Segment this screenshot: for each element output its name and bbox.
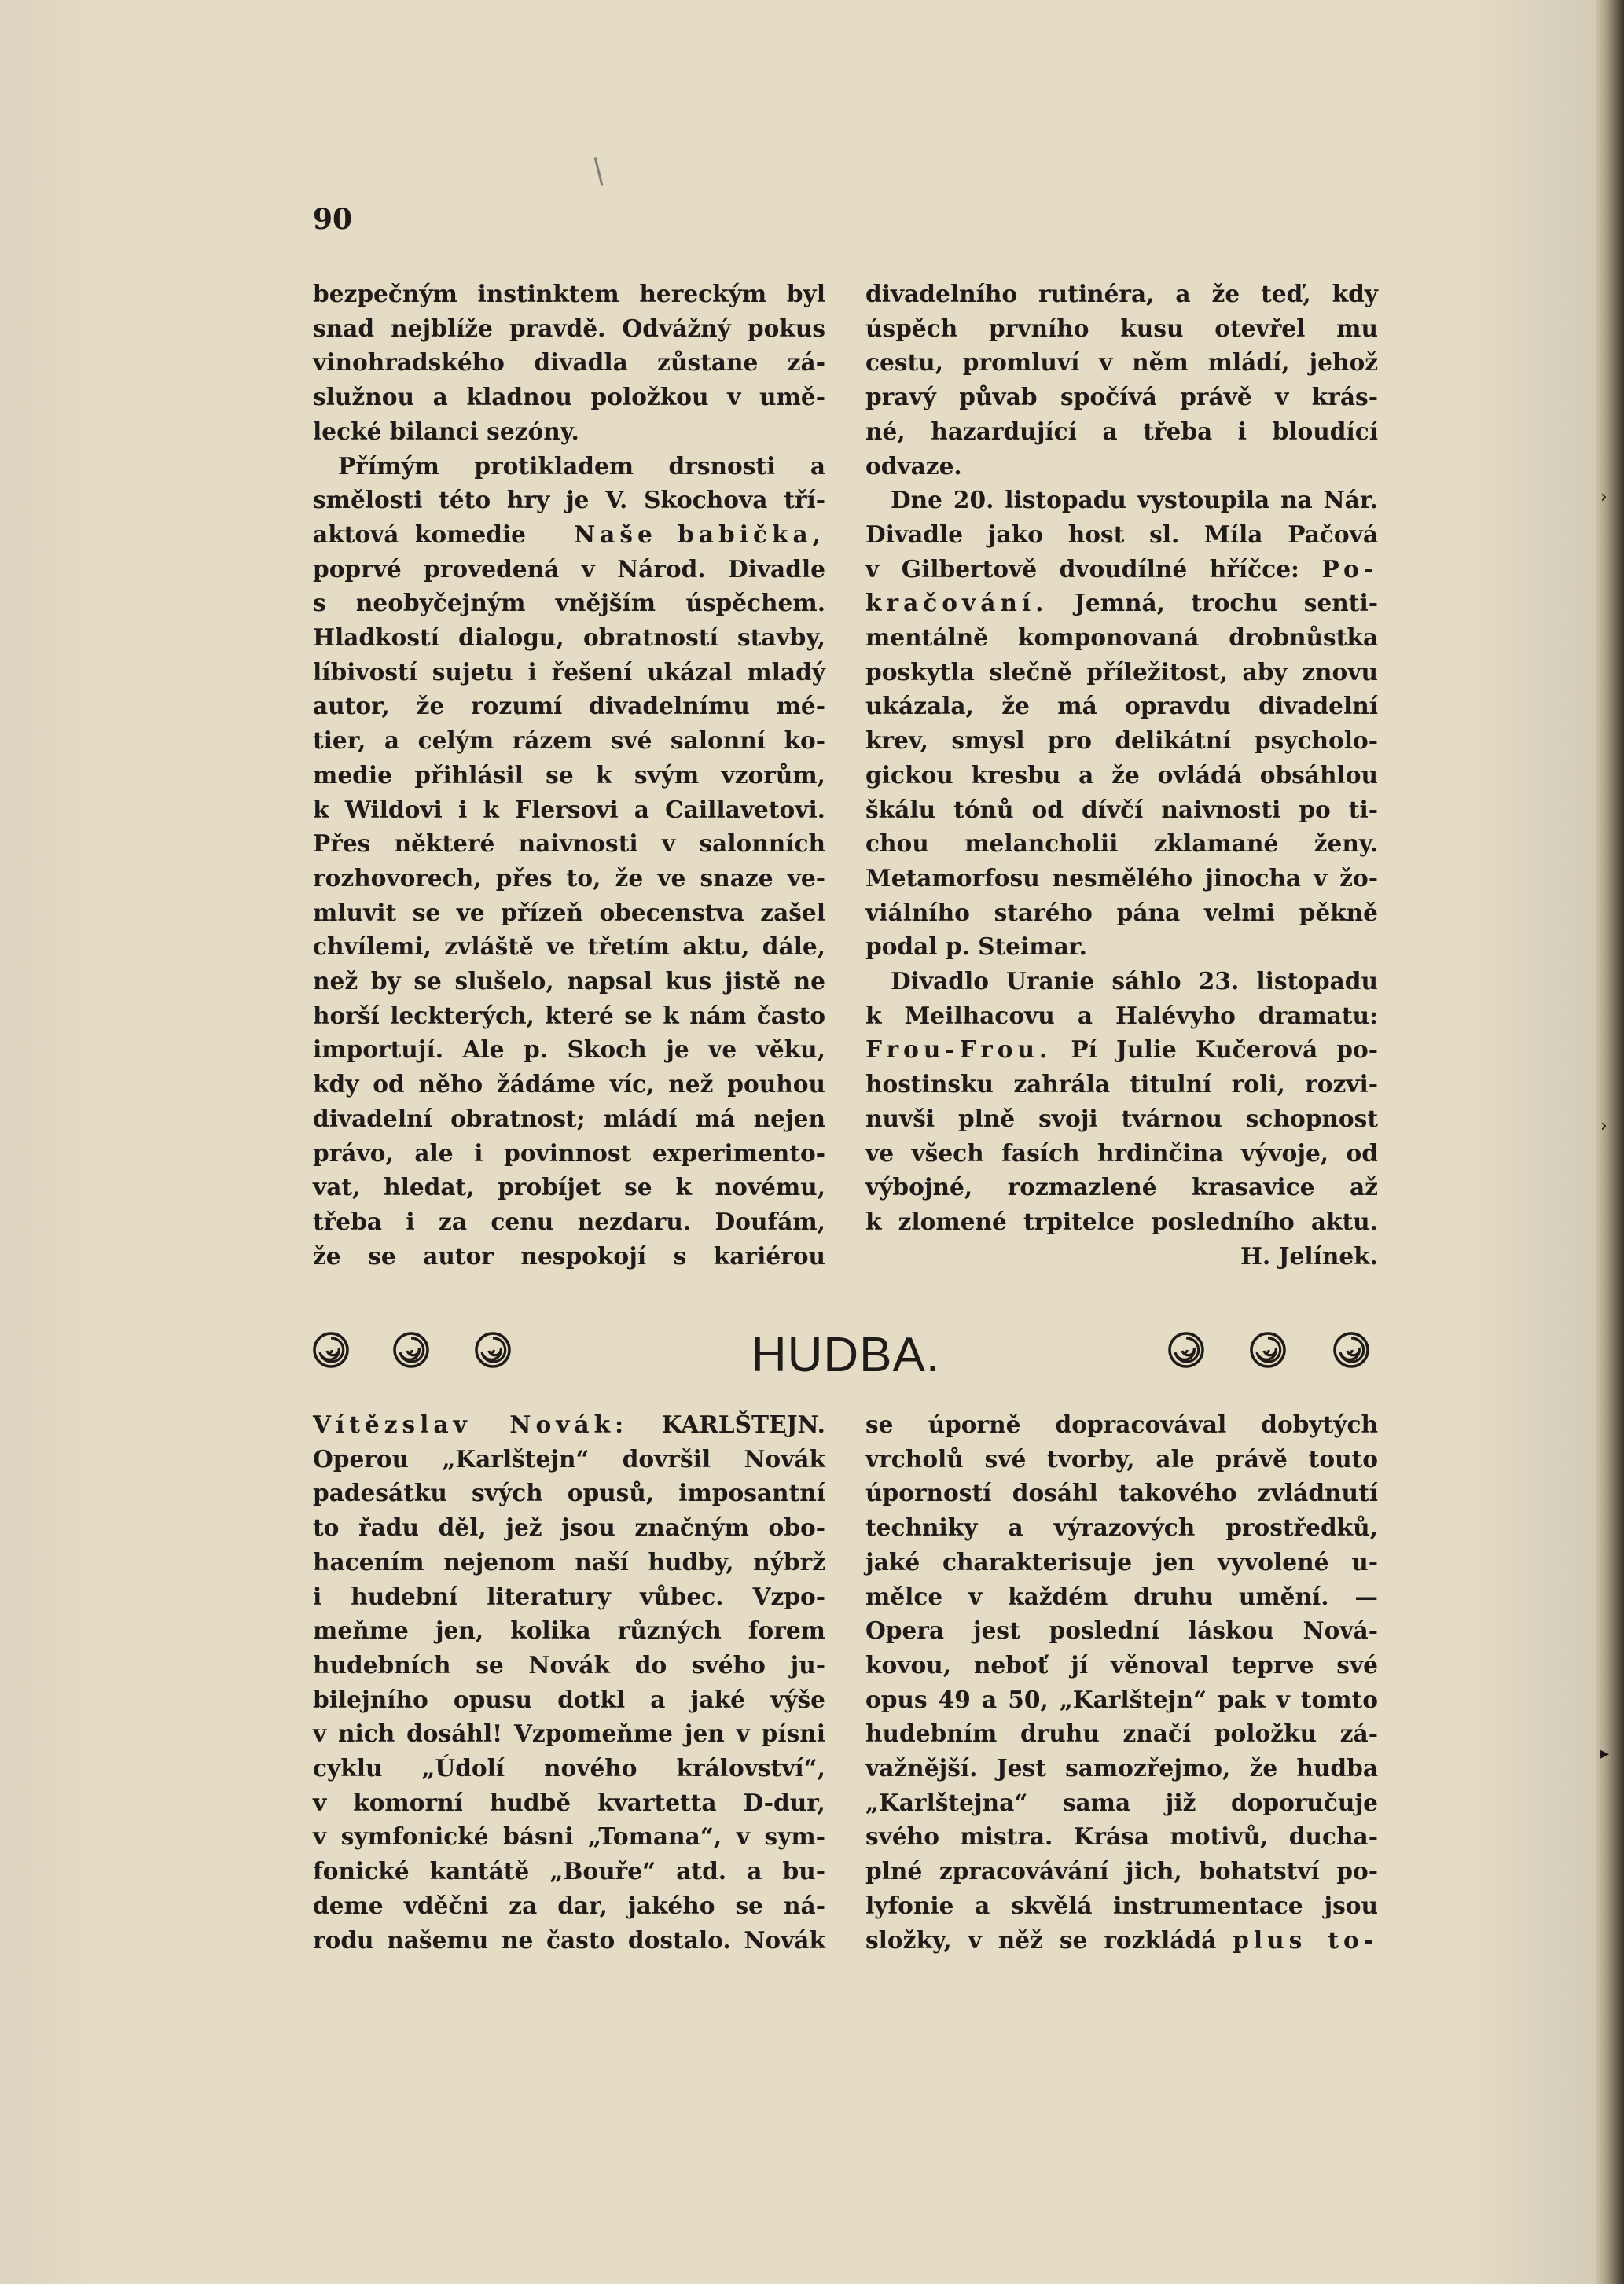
text-line: úporností dosáhl takového zvládnutí	[865, 1479, 1378, 1507]
page-number: 90	[313, 203, 353, 236]
text-line	[313, 1407, 825, 1442]
text-line: Opera jest poslední láskou Nová-	[865, 1616, 1378, 1645]
text-line: s neobyčejným vnějším úspěchem.	[313, 589, 825, 617]
text-line: tier, a celým rázem své salonní ko-	[313, 726, 825, 755]
text-line: divadelního rutinéra, a že teď, kdy	[865, 280, 1378, 307]
play-title: Frou-Frou.	[865, 1035, 1053, 1064]
text-line: hostinsku zahrála titulní roli, rozvi-	[865, 1070, 1378, 1098]
text-line: krev, smysl pro delikátní psycholo-	[865, 726, 1378, 755]
text-line: pravý půvab spočívá právě v krás-	[865, 383, 1378, 411]
text-line: než by se slušelo, napsal kus jistě ne	[313, 967, 825, 995]
text-line: rozhovorech, přes to, že ve snaze ve-	[313, 863, 825, 892]
text-line: to řadu děl, jež jsou značným obo-	[313, 1513, 825, 1542]
author-signature: H. Jelínek.	[1240, 1241, 1378, 1270]
text-line: k Wildovi i k Flersovi a Caillavetovi.	[313, 795, 825, 823]
text-line: chvílemi, zvláště ve třetím aktu, dále,	[313, 932, 825, 961]
text-line: líbivostí sujetu i řešení ukázal mladý	[313, 657, 825, 686]
text-line: ve všech fasích hrdinčina vývoje, od	[865, 1138, 1378, 1167]
text-line: cestu, promluví v něm mládí, jehož	[865, 348, 1378, 377]
text-line: nuvši plně svoji tvárnou schopnost	[865, 1104, 1378, 1132]
text-line: kovou, neboť jí věnoval teprve své	[865, 1650, 1378, 1679]
play-title: Po-	[1321, 554, 1378, 583]
text-line: važnější. Jest samozřejmo, že hudba	[865, 1754, 1378, 1782]
text-line: hudebních se Novák do svého ju-	[313, 1650, 825, 1679]
text-line: kdy od něho žádáme víc, než pouhou	[313, 1070, 825, 1098]
rose-ornament-icon	[1168, 1332, 1204, 1368]
text-line	[865, 1923, 1378, 1958]
text-line: i hudební literatury vůbec. Vzpo-	[313, 1582, 825, 1610]
text-line: mentálně komponovaná drobnůstka	[865, 623, 1378, 652]
text-line	[865, 552, 1378, 587]
text-run: v Gilbertově dvoudílné hříčce:	[865, 554, 1299, 583]
text-line: autor, že rozumí divadelnímu mé-	[313, 692, 825, 720]
text-line: Operou „Karlštejn“ dovršil Novák	[313, 1444, 825, 1473]
text-line: Divadle jako host sl. Míla Pačová	[865, 520, 1378, 548]
text-run: složky, v něž se rozkládá	[865, 1925, 1217, 1954]
text-line	[865, 1032, 1378, 1067]
text-line: bezpečným instinktem hereckým byl	[313, 280, 825, 307]
text-line: v symfonické básni „Tomana“, v sym-	[313, 1822, 825, 1851]
opera-title: KARLŠTEJN.	[661, 1410, 825, 1438]
text-line: cyklu „Údolí nového království“,	[313, 1754, 825, 1782]
edge-mark-icon: ▸	[1600, 1744, 1610, 1764]
column-left-top	[313, 277, 825, 1273]
text-line: třeba i za cenu nezdaru. Doufám,	[313, 1207, 825, 1235]
text-line: horší leckterých, které se k nám často	[313, 1001, 825, 1029]
text-line: deme vděčni za dar, jakého se ná-	[313, 1891, 825, 1919]
text-line: importují. Ale p. Skoch je ve věku,	[313, 1035, 825, 1064]
text-line: svého mistra. Krása motivů, ducha-	[865, 1822, 1378, 1851]
text-line: výbojné, rozmazlené krasavice až	[865, 1173, 1378, 1201]
text-line: rodu našemu ne často dostalo. Novák	[313, 1925, 825, 1954]
text-line: podal p. Steimar.	[865, 932, 1087, 961]
text-line: vat, hledat, probíjet se k novému,	[313, 1173, 825, 1201]
section-heading: HUDBA.	[751, 1328, 941, 1382]
text-run: aktová komedie	[313, 520, 526, 548]
text-line: k Meilhacovu a Halévyho dramatu:	[865, 1001, 1378, 1029]
text-line	[313, 517, 825, 552]
text-line: mluvit se ve přízeň obecenstva zašel	[313, 898, 825, 926]
text-line: padesátku svých opusů, imposantní	[313, 1479, 825, 1507]
text-line: Přímým protikladem drsnosti a	[338, 451, 825, 480]
section-heading-row	[313, 1329, 1379, 1392]
text-line: bilejního opusu dotkl a jaké výše	[313, 1685, 825, 1713]
text-line: chou melancholii zklamané ženy.	[865, 829, 1378, 858]
text-line: viálního starého pána velmi pěkně	[865, 898, 1378, 926]
text-line: úspěch prvního kusu otevřel mu	[865, 314, 1378, 342]
column-left-bottom	[313, 1407, 825, 1957]
text-line: vinohradského divadla zůstane zá-	[313, 348, 825, 377]
text-line: Divadlo Uranie sáhlo 23. listopadu	[891, 967, 1378, 995]
text-line: poskytla slečně příležitost, aby znovu	[865, 657, 1378, 686]
text-line: Dne 20. listopadu vystoupila na Nár.	[891, 486, 1378, 514]
text-line: vrcholů své tvorby, ale právě touto	[865, 1444, 1378, 1473]
text-line: hacením nejenom naší hudby, nýbrž	[313, 1547, 825, 1576]
text-line: ukázala, že má opravdu divadelní	[865, 692, 1378, 720]
column-right-bottom	[865, 1407, 1378, 1957]
column-right-top	[865, 277, 1378, 1273]
text-line: že se autor nespokojí s kariérou	[313, 1241, 825, 1270]
text-line: Přes některé naivnosti v salonních	[313, 829, 825, 858]
text-line: „Karlštejna“ sama již doporučuje	[865, 1788, 1378, 1816]
text-line: jaké charakterisuje jen vyvolené u-	[865, 1547, 1378, 1576]
text-line: se úporně dopracovával dobytých	[865, 1410, 1378, 1438]
text-line: opus 49 a 50, „Karlštejn“ pak v tomto	[865, 1685, 1378, 1713]
text-line	[865, 586, 1378, 620]
emphasis-run: plus to-	[1233, 1925, 1378, 1954]
text-line: divadelní obratnost; mládí má nejen	[313, 1104, 825, 1132]
text-line: služnou a kladnou položkou v umě-	[313, 383, 825, 411]
book-edge	[1596, 0, 1624, 2284]
text-line: fonické kantátě „Bouře“ atd. a bu-	[313, 1857, 825, 1885]
stray-mark	[594, 157, 604, 186]
text-line: Metamorfosu nesmělého jinocha v žo-	[865, 863, 1378, 892]
text-line: k zlomené trpitelce posledního aktu.	[865, 1207, 1378, 1235]
text-run: Pí Julie Kučerová po-	[1071, 1035, 1378, 1064]
text-run: Jemná, trochu senti-	[1074, 589, 1379, 617]
text-line: meňme jen, kolika různých forem	[313, 1616, 825, 1645]
text-line: mělce v každém druhu umění. —	[865, 1582, 1378, 1610]
edge-mark-icon: ›	[1600, 1116, 1607, 1136]
text-line: v komorní hudbě kvartetta D-dur,	[313, 1788, 825, 1816]
rose-ornament-icon	[1333, 1332, 1369, 1368]
text-line: škálu tónů od dívčí naivnosti po ti-	[865, 795, 1378, 823]
text-line: lecké bilanci sezóny.	[313, 417, 579, 445]
play-title: Naše babička,	[574, 520, 825, 548]
text-line: né, hazardující a třeba i bloudící	[865, 417, 1378, 445]
text-line: plné zpracovávání jich, bohatství po-	[865, 1857, 1378, 1885]
text-line: smělosti této hry je V. Skochova tří-	[313, 486, 825, 514]
text-line: lyfonie a skvělá instrumentace jsou	[865, 1891, 1378, 1919]
text-line: snad nejblíže pravdě. Odvážný pokus	[313, 314, 825, 342]
text-line: gickou kresbu a že ovládá obsáhlou	[865, 760, 1378, 789]
text-line: v nich dosáhl! Vzpomeňme jen v písni	[313, 1719, 825, 1748]
edge-mark-icon: ›	[1600, 487, 1607, 507]
text-line: odvaze.	[865, 451, 962, 480]
text-line: hudebním druhu značí položku zá-	[865, 1719, 1378, 1748]
play-title: kračování.	[865, 589, 1049, 617]
text-line: techniky a výrazových prostředků,	[865, 1513, 1378, 1542]
text-line: právo, ale i povinnost experimento-	[313, 1138, 825, 1167]
text-line: Hladkostí dialogu, obratností stavby,	[313, 623, 825, 652]
text-line: poprvé provedená v Národ. Divadle	[313, 554, 825, 583]
text-line: medie přihlásil se k svým vzorům,	[313, 760, 825, 789]
rose-ornament-icon	[1250, 1332, 1286, 1368]
composer-name: Vítězslav Novák:	[313, 1410, 629, 1438]
